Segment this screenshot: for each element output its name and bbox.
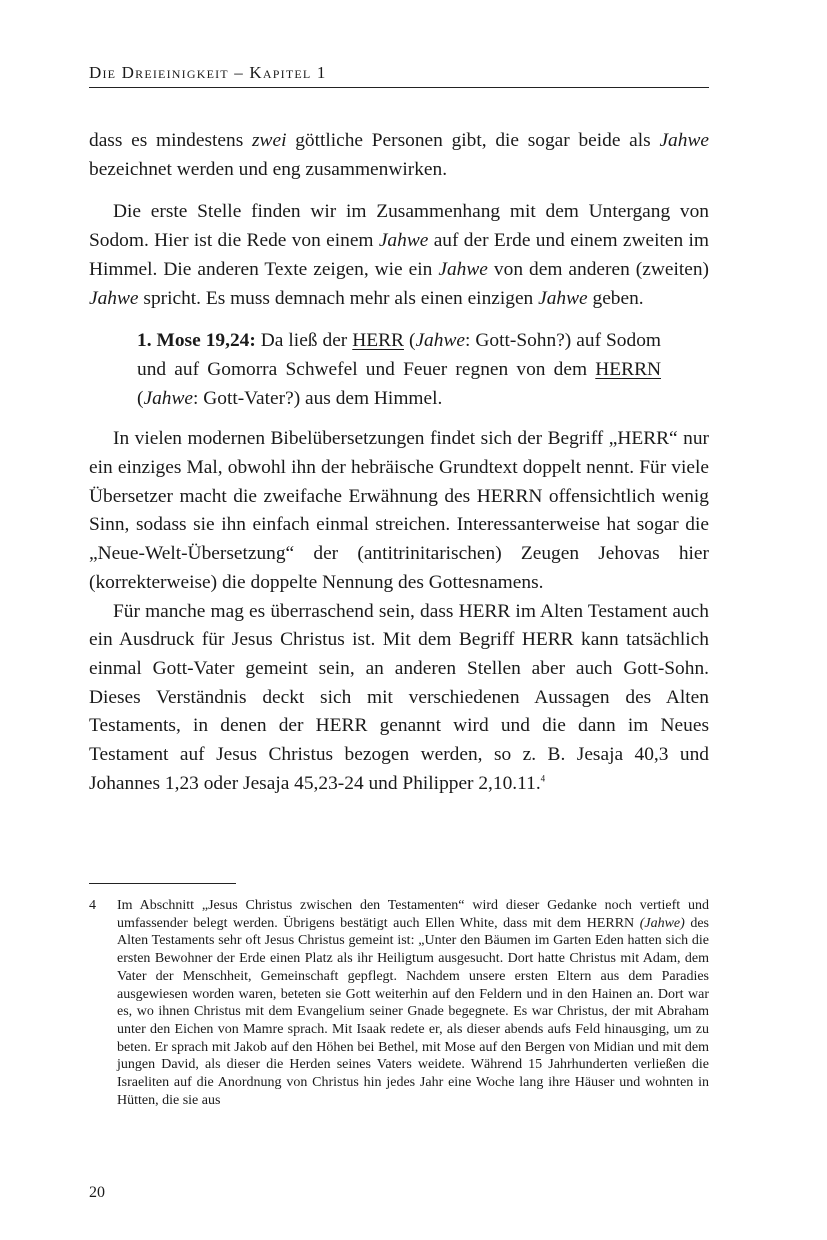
underlined-word: HERR xyxy=(352,330,404,352)
paragraph-1 xyxy=(89,127,709,184)
text-run: Die erste Stelle finden wir im Zusammenhang mit dem Untergang von Sodom. Hier ist die Rede von einem xyxy=(89,201,709,252)
emphasis: Jahwe xyxy=(89,287,139,309)
running-head: Die Dreieinigkeit – Kapitel 1 xyxy=(89,62,709,88)
footnote-reference: 4 xyxy=(540,773,546,784)
text-run: geben. xyxy=(587,287,644,309)
bible-quote xyxy=(137,327,661,413)
text-run: ( xyxy=(137,387,144,409)
emphasis: Jahwe xyxy=(438,258,488,280)
emphasis: Jahwe xyxy=(415,330,465,352)
text-run: auf der Erde und einem zweiten im Himmel. Die anderen Texte zeigen, wie ein xyxy=(89,230,709,280)
text-run: spricht. Es muss demnach mehr als einen einzigen xyxy=(138,287,539,309)
text-run: Für manche mag es überraschend sein, dass HERR im Alten Testament auch ein Ausdruck für Jesus Christus ist. Mit dem Begriff HERR kann tatsächlich einmal Gott-Vater gemeint sein, an anderen Stellen aber auch Gott-Sohn. Dieses Verständnis deckt sich mit verschiedenen Aussagen des Alten Testaments, in denen der HERR genannt wird und die dann im Neues Testament auf Jesus Christus bezogen werden, so z. B. Jesaja 40,3 und Johannes 1,23 oder Jesaja 45,23-24 und Philipper 2,10.11. xyxy=(89,600,709,794)
footnote-rule xyxy=(89,883,236,884)
footnote-number: 4 xyxy=(89,898,96,913)
page-number: 20 xyxy=(89,1184,105,1201)
paragraph-4 xyxy=(89,598,709,799)
text-run: dass es mindestens xyxy=(89,130,252,151)
emphasis: (Jahwe) xyxy=(639,915,685,931)
paragraph-2 xyxy=(89,198,709,313)
text-run: bezeichnet werden und eng zusammenwirken. xyxy=(89,158,448,180)
text-run: Da ließ der xyxy=(255,330,353,352)
emphasis: Jahwe xyxy=(659,130,709,151)
text-run: Im Abschnitt „Jesus Christus zwischen den Testamenten“ wird dieser Gedanke noch vertieft und umfassender belegt werden. Übrigens bestätigt auch Ellen White, dass mit dem HERRN xyxy=(117,898,709,931)
emphasis: Jahwe xyxy=(538,287,588,309)
footnote xyxy=(89,897,709,1109)
main-text xyxy=(89,127,709,798)
underlined-word: HERRN xyxy=(595,358,661,380)
emphasis: Jahwe xyxy=(378,230,429,252)
text-run: des Alten Testaments sehr oft Jesus Christus gemeint ist: „Unter den Bäumen im Garten Eden hatten sich die ersten Bewohner der Erde einen Platz als ihr Heiligtum ausgesucht. Dort hatte Christus mit Adam, dem Vater der Menschheit, Gemeinschaft gepflegt. Nachdem unsere ersten Eltern aus dem Paradies ausgewiesen worden waren, beteten sie Gott weiterhin auf den Feldern und in den Hainen an. Dort war es, wo ihnen Christus mit dem Evangelium seiner Gnade begegnete. Es war Christus, der mit Abraham unter den Eichen von Mamre sprach. Mit Isaak redete er, als dieser abends aufs Feld hinausging, um zu beten. Er sprach mit Jakob auf den Höhen bei Bethel, mit Mose auf den Bergen von Midian und mit dem jungen David, als dieser die Herden seines Vaters weidete. Während 15 Jahrhunderten verließen die Israeliten auf die Anordnung von Christus hin jedes Jahr eine Woche lang ihre Häuser und wohnten in Hütten, die sie aus xyxy=(117,915,709,1108)
text-run: : Gott-Sohn?) auf Sodom und auf Gomorra Schwefel und Feuer regnen von dem xyxy=(137,330,661,380)
emphasis: zwei xyxy=(251,130,287,151)
bible-reference: 1. Mose 19,24: xyxy=(137,330,256,352)
text-run: von dem anderen (zweiten) xyxy=(487,258,709,280)
text-run: ( xyxy=(403,330,416,352)
paragraph-3: In vielen modernen Bibelübersetzungen findet sich der Begriff „HERR“ nur ein einziges Mal, obwohl ihn der hebräische Grundtext doppelt nennt. Für viele Übersetzer macht die zweifache Erwähnung des HERRN offensichtlich wenig Sinn, sodass sie ihn einfach einmal streichen. Interessanterweise hat sogar die „Neue-Welt-Übersetzung“ der (antitrinitarischen) Zeugen Jehovas hier (korrekterweise) die doppelte Nennung des Gottesnamens. xyxy=(89,428,709,593)
text-run: : Gott-Vater?) aus dem Himmel. xyxy=(193,387,443,409)
text-run: göttliche Personen gibt, die sogar beide als xyxy=(286,130,660,151)
emphasis: Jahwe xyxy=(143,387,194,409)
